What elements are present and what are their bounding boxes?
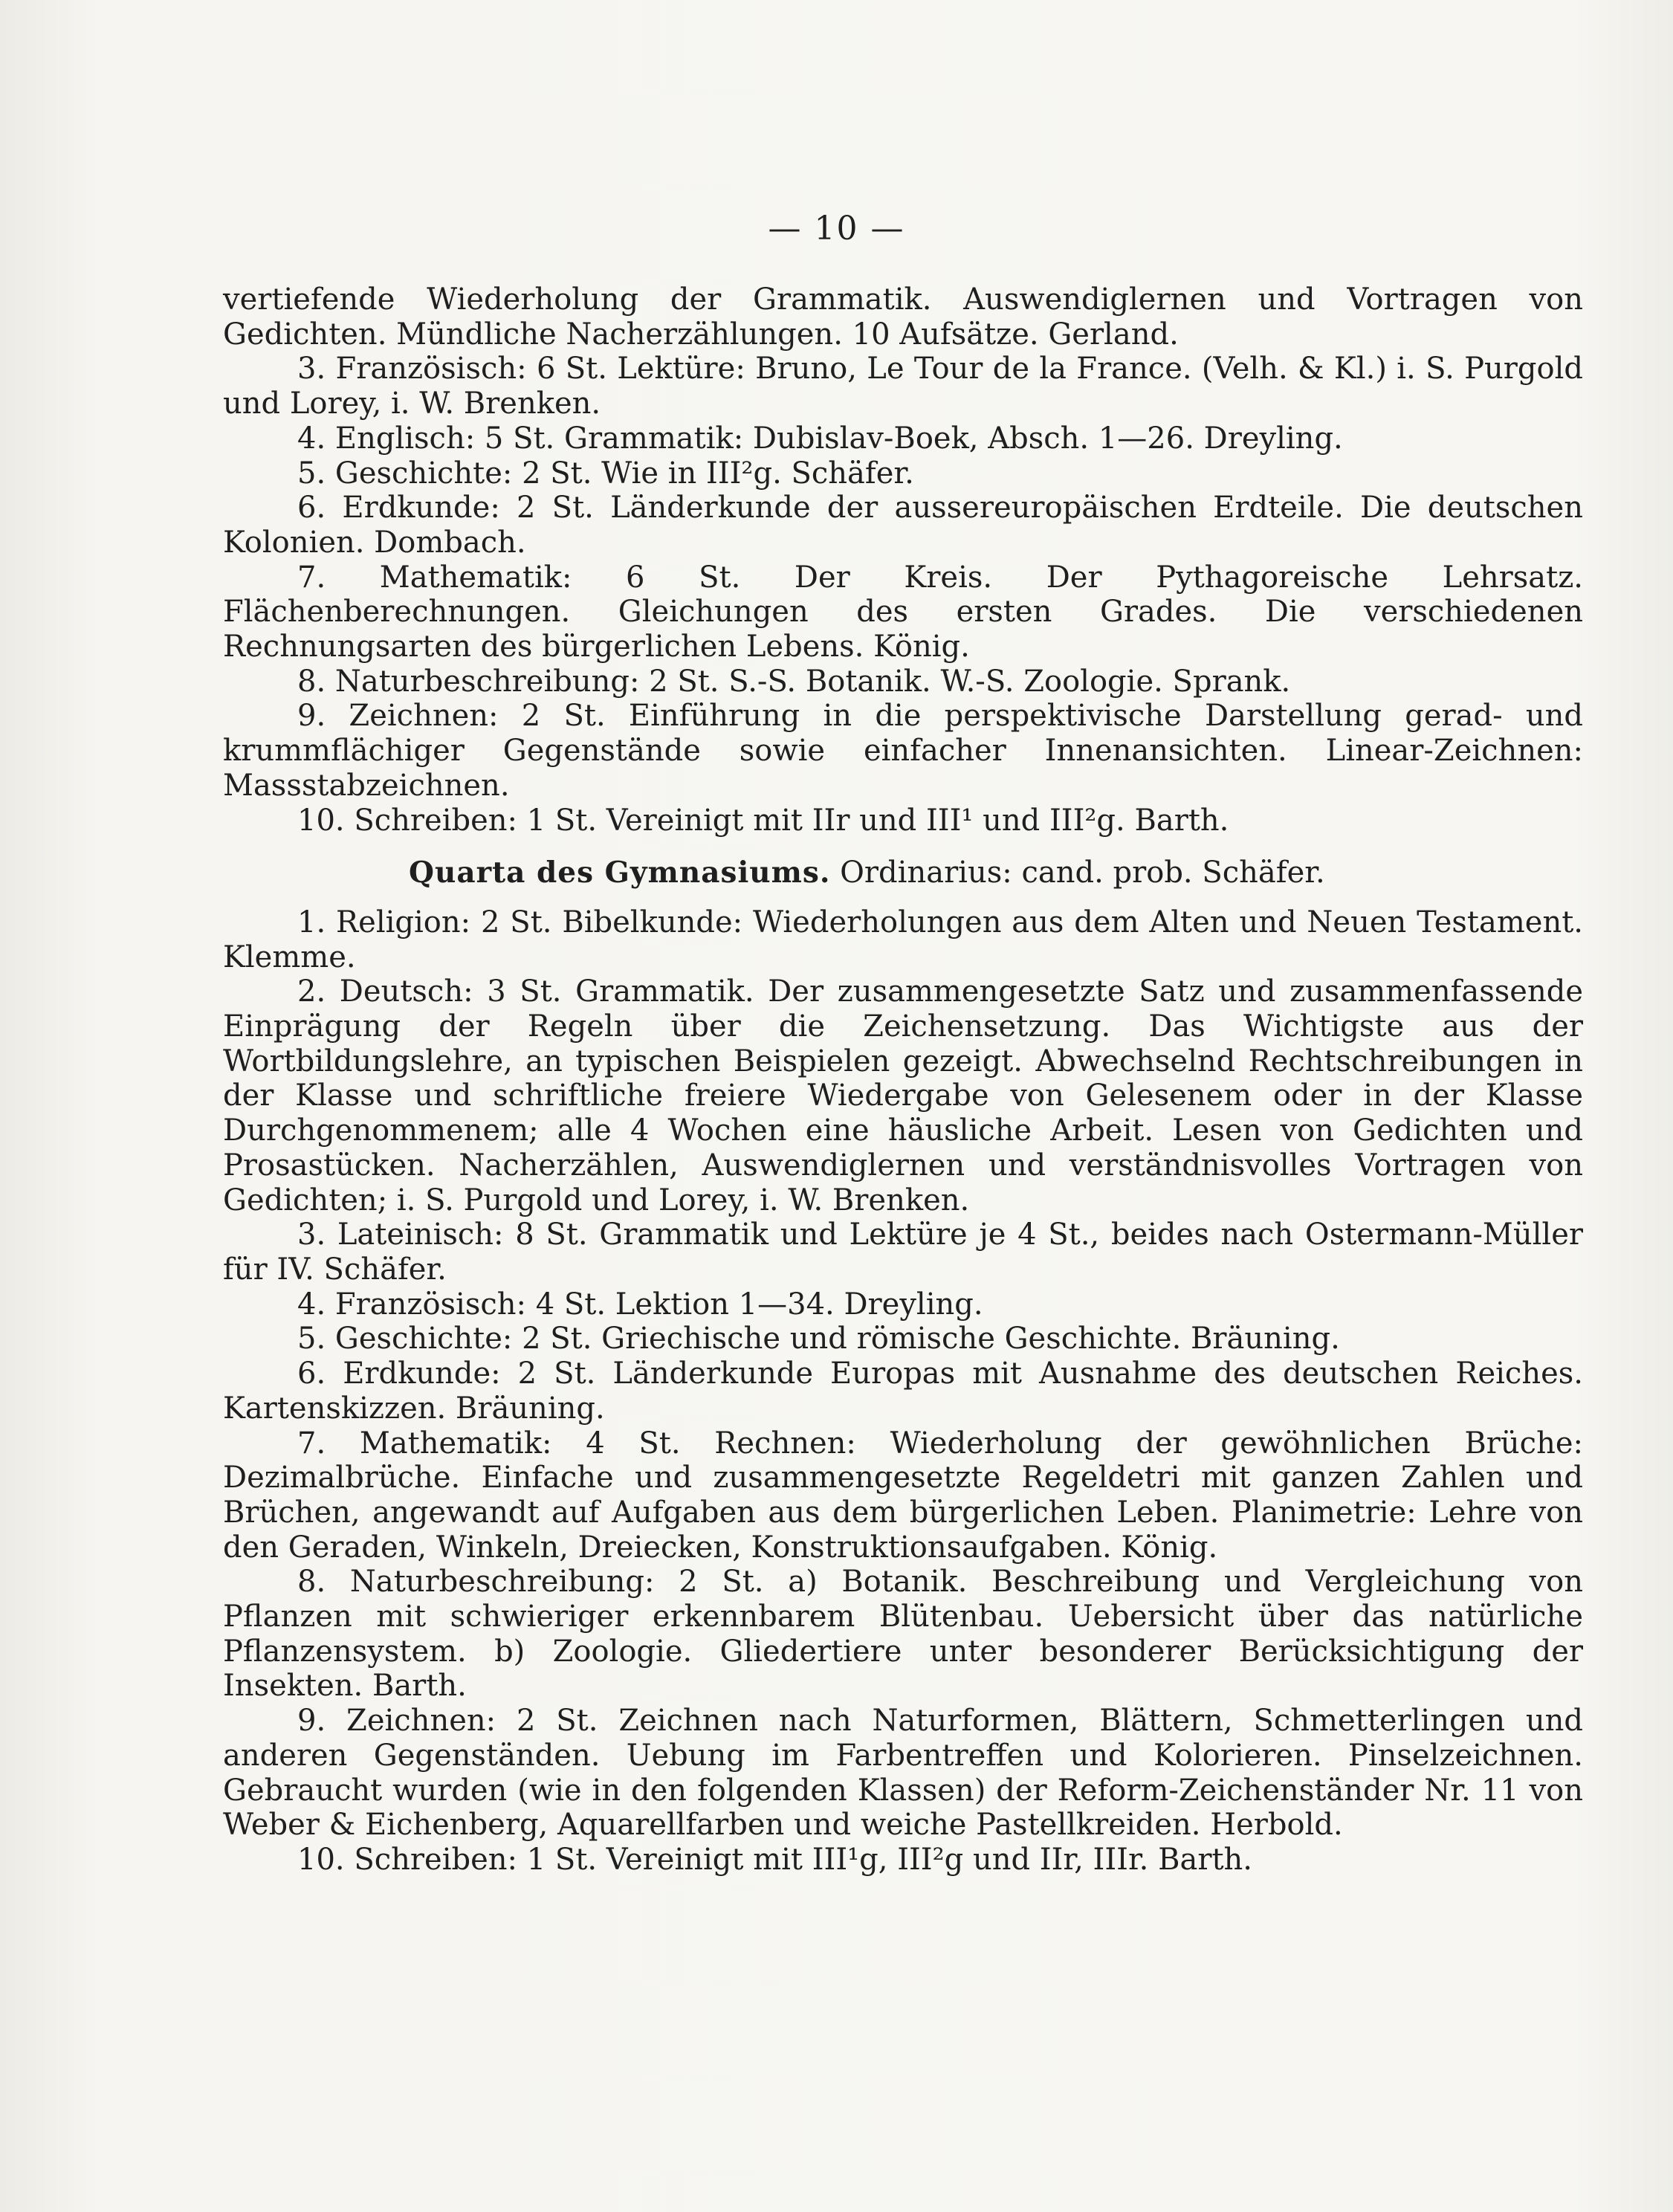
section-heading: Quarta des Gymnasiums. bbox=[409, 856, 831, 890]
list-item: 10. Schreiben: 1 St. Vereinigt mit IIr und III¹ und III²g. Barth. bbox=[297, 803, 1229, 838]
list-item: 9. Zeichnen: 2 St. Einführung in die perspektivische Darstellung gerad- und krummflächiger Gegenstände sowie einfacher Innenansichten. Linear-Zeichnen: Massstabzeichnen. bbox=[223, 699, 1583, 803]
paragraph-continuation: vertiefende Wiederholung der Grammatik. Auswendiglernen und Vortragen von Gedichten. Mündliche Nacherzählungen. 10 Aufsätze. Gerland. bbox=[223, 282, 1583, 352]
list-item: 7. Mathematik: 4 St. Rechnen: Wiederholung der gewöhnlichen Brüche: Dezimalbrüche. Einfache und zusammengesetzte Regeldetri mit ganzen Zahlen und Brüchen, angewandt auf Aufgaben aus dem bürgerlichen Leben. Planimetrie: Lehre von den Geraden, Winkeln, Dreiecken, Konstruktionsaufgaben. König. bbox=[223, 1426, 1583, 1565]
list-item: 1. Religion: 2 St. Bibelkunde: Wiederholungen aus dem Alten und Neuen Testament. Klemme. bbox=[223, 905, 1583, 974]
list-item: 4. Englisch: 5 St. Grammatik: Dubislav-Boek, Absch. 1—26. Dreyling. bbox=[297, 421, 1343, 456]
list-item: 7. Mathematik: 6 St. Der Kreis. Der Pythagoreische Lehrsatz. Flächenberechnungen. Gleichungen des ersten Grades. Die verschiedenen Rechnungsarten des bürgerlichen Lebens. König. bbox=[223, 560, 1583, 664]
list-item: 4. Französisch: 4 St. Lektion 1—34. Dreyling. bbox=[297, 1287, 983, 1322]
list-item: 9. Zeichnen: 2 St. Zeichnen nach Naturformen, Blättern, Schmetterlingen und anderen Gegenständen. Uebung im Farbentreffen und Kolorieren. Pinselzeichnen. Gebraucht wurden (wie in den folgenden Klassen) der Reform-Zeichenständer Nr. 11 von Weber & Eichenberg, Aquarellfarben und weiche Pastellkreiden. Herbold. bbox=[223, 1704, 1583, 1843]
list-item: 8. Naturbeschreibung: 2 St. a) Botanik. Beschreibung und Vergleichung von Pflanzen mit schwieriger erkennbarem Blütenbau. Uebersicht über das natürliche Pflanzensystem. b) Zoologie. Gliedertiere unter besonderer Berücksichtigung der Insekten. Barth. bbox=[223, 1565, 1583, 1704]
list-item: 5. Geschichte: 2 St. Wie in III²g. Schäfer. bbox=[297, 456, 914, 491]
quarta-subject-list bbox=[223, 905, 1583, 1878]
list-item: 6. Erdkunde: 2 St. Länderkunde Europas mit Ausnahme des deutschen Reiches. Kartenskizzen. Bräuning. bbox=[223, 1356, 1583, 1426]
section-ordinarius: Ordinarius: cand. prob. Schäfer. bbox=[840, 856, 1325, 890]
document-body bbox=[223, 282, 1583, 1878]
list-item: 6. Erdkunde: 2 St. Länderkunde der aussereuropäischen Erdteile. Die deutschen Kolonien. Dombach. bbox=[223, 491, 1583, 560]
list-item: 3. Lateinisch: 8 St. Grammatik und Lektüre je 4 St., beides nach Ostermann-Müller für IV. Schäfer. bbox=[223, 1217, 1583, 1287]
list-item: 5. Geschichte: 2 St. Griechische und römische Geschichte. Bräuning. bbox=[297, 1322, 1340, 1356]
tertia-subject-list bbox=[223, 352, 1583, 838]
list-item: 8. Naturbeschreibung: 2 St. S.-S. Botanik. W.-S. Zoologie. Sprank. bbox=[297, 664, 1291, 699]
section-header bbox=[223, 856, 1583, 890]
list-item: 2. Deutsch: 3 St. Grammatik. Der zusammengesetzte Satz und zusammenfassende Einprägung der Regeln über die Zeichensetzung. Das Wichtigste aus der Wortbildungslehre, an typischen Beispielen gezeigt. Abwechselnd Rechtschreibungen in der Klasse und schriftliche freiere Wiedergabe von Gelesenem oder in der Klasse Durchgenommenem; alle 4 Wochen eine häusliche Arbeit. Lesen von Gedichten und Prosastücken. Nacherzählen, Auswendiglernen und verständnisvolles Vortragen von Gedichten; i. S. Purgold und Lorey, i. W. Brenken. bbox=[223, 974, 1583, 1217]
page-number: — 10 — bbox=[768, 210, 905, 248]
list-item: 10. Schreiben: 1 St. Vereinigt mit III¹g, III²g und IIr, IIIr. Barth. bbox=[297, 1842, 1253, 1877]
list-item: 3. Französisch: 6 St. Lektüre: Bruno, Le Tour de la France. (Velh. & Kl.) i. S. Purgold und Lorey, i. W. Brenken. bbox=[223, 352, 1583, 421]
